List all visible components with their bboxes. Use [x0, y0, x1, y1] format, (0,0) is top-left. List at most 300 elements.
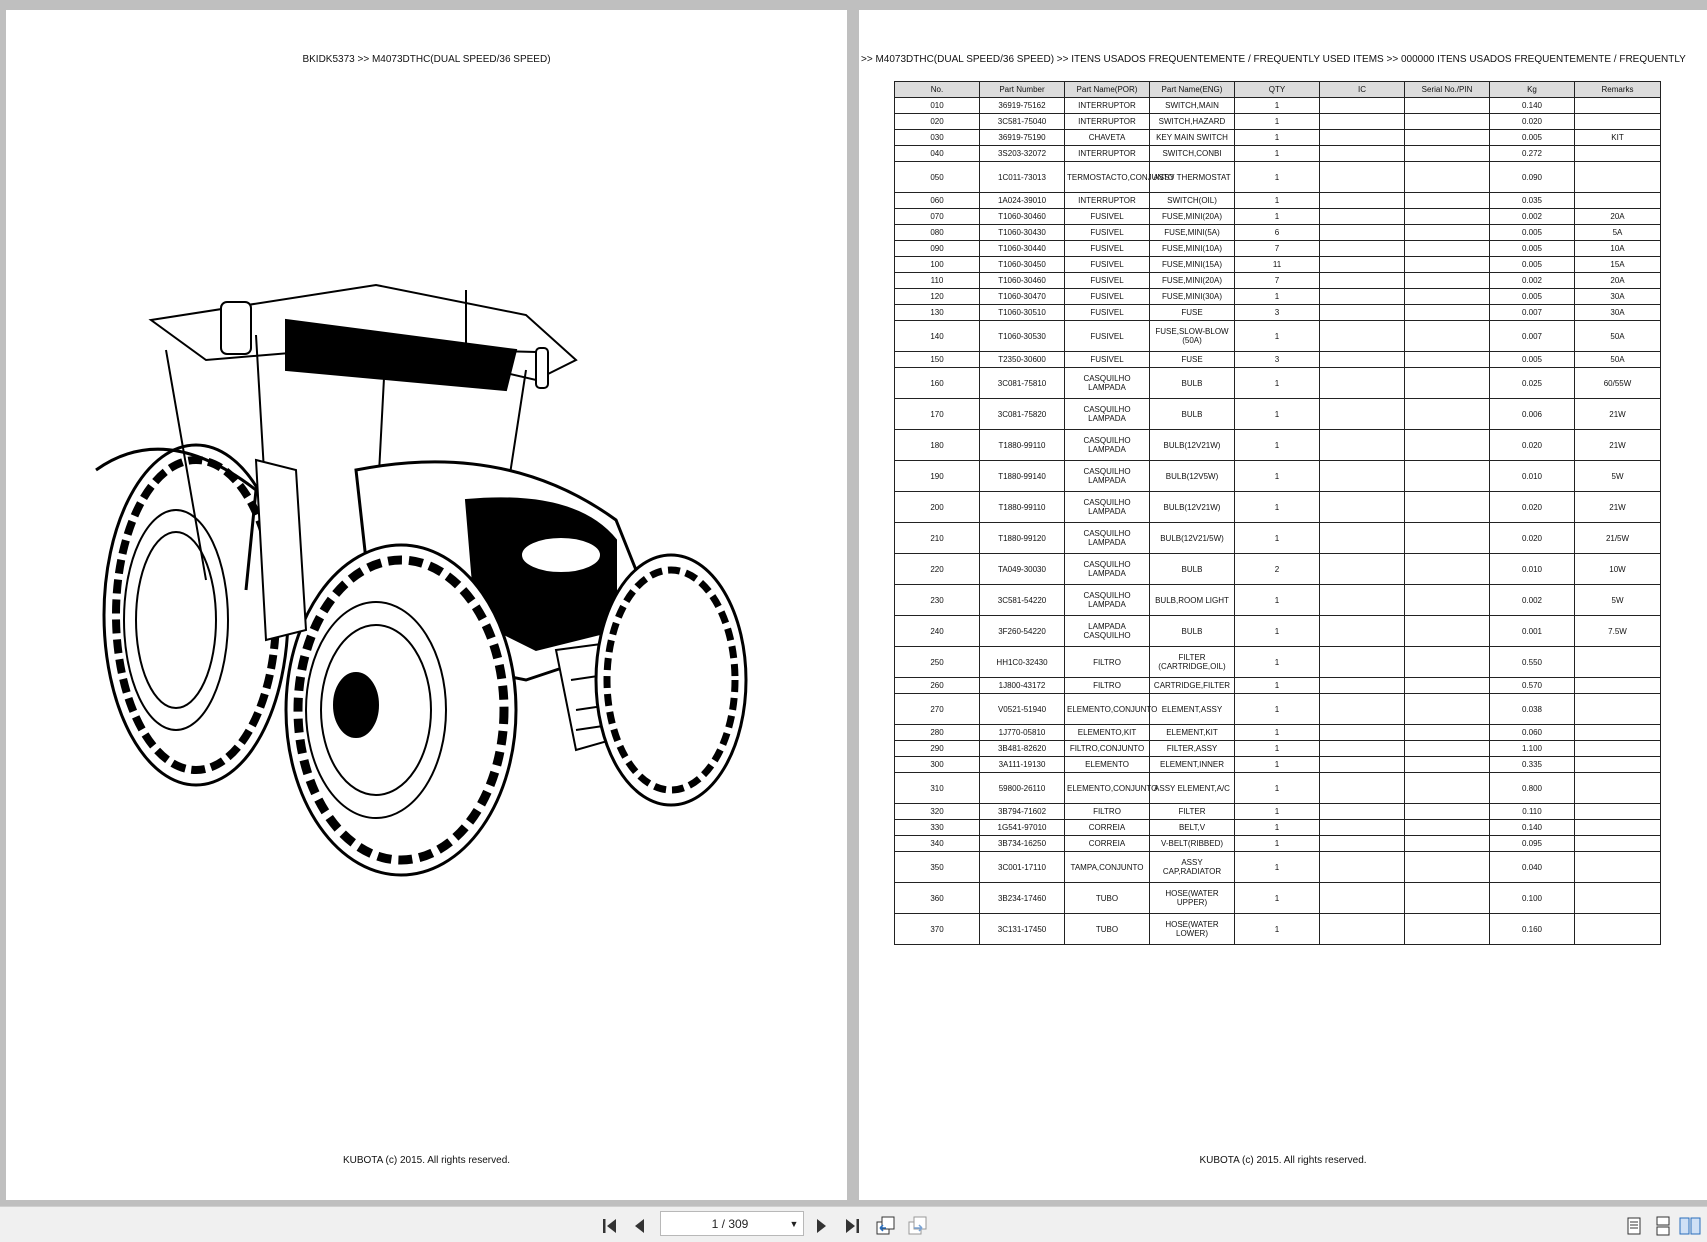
cell-qty: 1: [1235, 461, 1320, 492]
cell-ic: [1320, 461, 1405, 492]
cell-qty: 1: [1235, 289, 1320, 305]
cell-qty: 1: [1235, 321, 1320, 352]
cell-serial: [1405, 741, 1490, 757]
cell-part-number: T1060-30460: [980, 209, 1065, 225]
go-forward-view-icon: [908, 1216, 928, 1236]
cell-part-number: 3B734-16250: [980, 836, 1065, 852]
cell-part-number: T1060-30450: [980, 257, 1065, 273]
cell-ic: [1320, 305, 1405, 321]
table-row: [895, 883, 1661, 914]
cell-remarks: [1575, 146, 1661, 162]
cell-kg: 0.005: [1490, 289, 1575, 305]
table-row: [895, 616, 1661, 647]
table-row: [895, 461, 1661, 492]
cell-kg: 0.160: [1490, 914, 1575, 945]
cell-part-name-por: FUSIVEL: [1065, 305, 1150, 321]
cell-ic: [1320, 852, 1405, 883]
cell-serial: [1405, 146, 1490, 162]
cell-part-name-eng: ELEMENT,INNER: [1150, 757, 1235, 773]
cell-serial: [1405, 162, 1490, 193]
cell-part-number: 59800-26110: [980, 773, 1065, 804]
parts-table-header-row: [895, 82, 1661, 98]
cell-qty: 1: [1235, 678, 1320, 694]
cell-no: 340: [895, 836, 980, 852]
cell-kg: 0.090: [1490, 162, 1575, 193]
column-header-remarks: Remarks: [1575, 82, 1661, 98]
cell-remarks: [1575, 836, 1661, 852]
table-row: [895, 114, 1661, 130]
cell-ic: [1320, 554, 1405, 585]
cell-no: 050: [895, 162, 980, 193]
cell-ic: [1320, 130, 1405, 146]
cell-serial: [1405, 241, 1490, 257]
table-row: [895, 130, 1661, 146]
cell-kg: 0.001: [1490, 616, 1575, 647]
cell-part-name-eng: FUSE: [1150, 352, 1235, 368]
cell-qty: 1: [1235, 368, 1320, 399]
cell-remarks: 21W: [1575, 399, 1661, 430]
cell-part-name-por: FUSIVEL: [1065, 225, 1150, 241]
cell-ic: [1320, 647, 1405, 678]
table-row: [895, 209, 1661, 225]
cell-part-name-por: CASQUILHO LAMPADA: [1065, 585, 1150, 616]
cell-no: 100: [895, 257, 980, 273]
cell-part-number: 36919-75162: [980, 98, 1065, 114]
cell-qty: 1: [1235, 741, 1320, 757]
cell-part-name-eng: FUSE,SLOW-BLOW (50A): [1150, 321, 1235, 352]
cell-ic: [1320, 114, 1405, 130]
cell-part-name-eng: FUSE,MINI(10A): [1150, 241, 1235, 257]
left-page-footer: KUBOTA (c) 2015. All rights reserved.: [342, 1155, 511, 1166]
table-row: [895, 523, 1661, 554]
cell-part-number: 3C131-17450: [980, 914, 1065, 945]
cell-part-name-por: ELEMENTO,CONJUNTO: [1065, 773, 1150, 804]
cell-remarks: [1575, 162, 1661, 193]
table-row: [895, 430, 1661, 461]
cell-ic: [1320, 289, 1405, 305]
cell-kg: 0.040: [1490, 852, 1575, 883]
single-page-view-button[interactable]: [1622, 1215, 1646, 1237]
cell-no: 210: [895, 523, 980, 554]
cell-remarks: 60/55W: [1575, 368, 1661, 399]
cell-part-number: T1060-30430: [980, 225, 1065, 241]
table-row: [895, 273, 1661, 289]
cell-serial: [1405, 616, 1490, 647]
cell-remarks: [1575, 98, 1661, 114]
cell-kg: 0.335: [1490, 757, 1575, 773]
cell-serial: [1405, 225, 1490, 241]
cell-remarks: [1575, 773, 1661, 804]
cell-part-name-por: TAMPA,CONJUNTO: [1065, 852, 1150, 883]
cell-qty: 1: [1235, 98, 1320, 114]
cell-ic: [1320, 257, 1405, 273]
cell-part-number: 3C081-75810: [980, 368, 1065, 399]
cell-part-number: 3S203-32072: [980, 146, 1065, 162]
cell-no: 200: [895, 492, 980, 523]
page-indicator: 1 / 309: [711, 1216, 749, 1231]
table-row: [895, 368, 1661, 399]
column-header-part-name-por: Part Name(POR): [1065, 82, 1150, 98]
cell-qty: 1: [1235, 585, 1320, 616]
cell-qty: 1: [1235, 492, 1320, 523]
cell-no: 270: [895, 694, 980, 725]
cell-part-name-eng: SWITCH(OIL): [1150, 193, 1235, 209]
cell-qty: 1: [1235, 399, 1320, 430]
cell-qty: 1: [1235, 114, 1320, 130]
cell-ic: [1320, 523, 1405, 554]
table-row: [895, 193, 1661, 209]
viewer-toolbar: [0, 1206, 1707, 1242]
cell-ic: [1320, 241, 1405, 257]
column-header-kg: Kg: [1490, 82, 1575, 98]
column-header-part-name-eng: Part Name(ENG): [1150, 82, 1235, 98]
cell-ic: [1320, 162, 1405, 193]
cell-qty: 3: [1235, 305, 1320, 321]
cell-part-number: 1C011-73013: [980, 162, 1065, 193]
cell-part-name-eng: SWITCH,CONBI: [1150, 146, 1235, 162]
cell-no: 130: [895, 305, 980, 321]
table-row: [895, 741, 1661, 757]
cell-part-name-por: INTERRUPTOR: [1065, 114, 1150, 130]
cell-part-name-eng: FILTER (CARTRIDGE,OIL): [1150, 647, 1235, 678]
cell-kg: 0.100: [1490, 883, 1575, 914]
table-row: [895, 820, 1661, 836]
cell-remarks: 30A: [1575, 289, 1661, 305]
cell-remarks: 5W: [1575, 585, 1661, 616]
cell-ic: [1320, 209, 1405, 225]
cell-qty: 1: [1235, 616, 1320, 647]
cell-kg: 0.010: [1490, 461, 1575, 492]
cell-ic: [1320, 757, 1405, 773]
cell-kg: 0.060: [1490, 725, 1575, 741]
cell-kg: 0.035: [1490, 193, 1575, 209]
cell-qty: 1: [1235, 430, 1320, 461]
cell-part-name-eng: SWITCH,HAZARD: [1150, 114, 1235, 130]
cell-part-name-eng: ELEMENT,ASSY: [1150, 694, 1235, 725]
cell-remarks: 10W: [1575, 554, 1661, 585]
cell-remarks: 21W: [1575, 492, 1661, 523]
cell-part-name-eng: BULB: [1150, 616, 1235, 647]
previous-page-button[interactable]: [628, 1215, 652, 1237]
cell-ic: [1320, 616, 1405, 647]
cell-ic: [1320, 836, 1405, 852]
parts-table-body: [895, 98, 1661, 945]
cell-no: 320: [895, 804, 980, 820]
last-page-button[interactable]: [840, 1215, 864, 1237]
cell-remarks: 15A: [1575, 257, 1661, 273]
cell-kg: 0.005: [1490, 257, 1575, 273]
cell-qty: 1: [1235, 820, 1320, 836]
cell-ic: [1320, 193, 1405, 209]
table-row: [895, 773, 1661, 804]
table-row: [895, 647, 1661, 678]
table-row: [895, 146, 1661, 162]
cell-qty: 1: [1235, 914, 1320, 945]
cell-serial: [1405, 883, 1490, 914]
cell-kg: 0.272: [1490, 146, 1575, 162]
cell-part-number: T1060-30530: [980, 321, 1065, 352]
cell-part-name-por: CASQUILHO LAMPADA: [1065, 461, 1150, 492]
cell-remarks: [1575, 852, 1661, 883]
table-row: [895, 289, 1661, 305]
table-row: [895, 257, 1661, 273]
table-row: [895, 804, 1661, 820]
cell-no: 190: [895, 461, 980, 492]
go-back-view-button[interactable]: [874, 1215, 898, 1237]
cell-part-name-eng: BULB(12V21/5W): [1150, 523, 1235, 554]
cell-kg: 0.140: [1490, 98, 1575, 114]
cell-no: 360: [895, 883, 980, 914]
chevron-down-icon: ▼: [789, 1218, 799, 1229]
cell-part-name-eng: FILTER,ASSY: [1150, 741, 1235, 757]
cell-no: 370: [895, 914, 980, 945]
cell-serial: [1405, 305, 1490, 321]
cell-no: 290: [895, 741, 980, 757]
facing-pages-view-button[interactable]: [1678, 1215, 1702, 1237]
cell-remarks: [1575, 914, 1661, 945]
table-row: [895, 678, 1661, 694]
cell-kg: 0.020: [1490, 114, 1575, 130]
cell-kg: 0.006: [1490, 399, 1575, 430]
cell-part-name-eng: HOSE(WATER UPPER): [1150, 883, 1235, 914]
cell-part-name-por: FUSIVEL: [1065, 257, 1150, 273]
cell-serial: [1405, 852, 1490, 883]
cell-no: 330: [895, 820, 980, 836]
cell-part-number: 1A024-39010: [980, 193, 1065, 209]
last-page-icon: [843, 1217, 861, 1235]
cell-ic: [1320, 273, 1405, 289]
cell-qty: 2: [1235, 554, 1320, 585]
cell-remarks: [1575, 114, 1661, 130]
cell-part-name-por: FILTRO,CONJUNTO: [1065, 741, 1150, 757]
cell-part-name-por: CORREIA: [1065, 820, 1150, 836]
cell-part-number: 3C001-17110: [980, 852, 1065, 883]
cell-serial: [1405, 694, 1490, 725]
cell-qty: 7: [1235, 241, 1320, 257]
cell-qty: 1: [1235, 804, 1320, 820]
cell-part-name-por: CHAVETA: [1065, 130, 1150, 146]
cell-serial: [1405, 273, 1490, 289]
cell-part-name-por: CASQUILHO LAMPADA: [1065, 554, 1150, 585]
cell-serial: [1405, 523, 1490, 554]
cell-part-name-por: TERMOSTACTO,CONJUNTO: [1065, 162, 1150, 193]
cell-serial: [1405, 804, 1490, 820]
cell-qty: 1: [1235, 757, 1320, 773]
table-row: [895, 757, 1661, 773]
cell-qty: 1: [1235, 209, 1320, 225]
cell-ic: [1320, 146, 1405, 162]
cell-kg: 0.800: [1490, 773, 1575, 804]
cell-no: 150: [895, 352, 980, 368]
cell-remarks: [1575, 694, 1661, 725]
cell-kg: 0.020: [1490, 430, 1575, 461]
first-page-button[interactable]: [598, 1215, 622, 1237]
cell-part-number: HH1C0-32430: [980, 647, 1065, 678]
cell-serial: [1405, 257, 1490, 273]
cell-part-name-eng: ASSY THERMOSTAT: [1150, 162, 1235, 193]
table-row: [895, 492, 1661, 523]
cell-ic: [1320, 725, 1405, 741]
table-row: [895, 98, 1661, 114]
cell-ic: [1320, 492, 1405, 523]
cell-kg: 0.002: [1490, 273, 1575, 289]
cell-kg: 0.020: [1490, 492, 1575, 523]
cell-part-name-eng: HOSE(WATER LOWER): [1150, 914, 1235, 945]
cell-ic: [1320, 321, 1405, 352]
cell-ic: [1320, 98, 1405, 114]
parts-table: [894, 81, 1661, 945]
table-row: [895, 225, 1661, 241]
cell-part-name-eng: SWITCH,MAIN: [1150, 98, 1235, 114]
cell-part-name-eng: FILTER: [1150, 804, 1235, 820]
cell-serial: [1405, 492, 1490, 523]
cell-qty: 1: [1235, 523, 1320, 554]
go-forward-view-button[interactable]: [906, 1215, 930, 1237]
cell-qty: 1: [1235, 647, 1320, 678]
cell-part-name-eng: BULB(12V21W): [1150, 492, 1235, 523]
cell-part-name-por: ELEMENTO,KIT: [1065, 725, 1150, 741]
cell-part-name-por: FILTRO: [1065, 804, 1150, 820]
cell-part-name-eng: KEY MAIN SWITCH: [1150, 130, 1235, 146]
cell-ic: [1320, 585, 1405, 616]
next-page-button[interactable]: [809, 1215, 833, 1237]
table-row: [895, 914, 1661, 945]
cell-part-name-eng: FUSE: [1150, 305, 1235, 321]
cell-qty: 3: [1235, 352, 1320, 368]
cell-ic: [1320, 741, 1405, 757]
cell-serial: [1405, 757, 1490, 773]
cell-part-number: T1880-99120: [980, 523, 1065, 554]
page-selector[interactable]: [660, 1211, 804, 1236]
column-header-serial: Serial No./PIN: [1405, 82, 1490, 98]
first-page-icon: [601, 1217, 619, 1235]
cell-part-number: 3F260-54220: [980, 616, 1065, 647]
cell-serial: [1405, 678, 1490, 694]
cell-remarks: [1575, 820, 1661, 836]
cell-part-number: T2350-30600: [980, 352, 1065, 368]
table-row: [895, 852, 1661, 883]
go-back-view-icon: [876, 1216, 896, 1236]
cell-qty: 11: [1235, 257, 1320, 273]
cell-part-name-por: FILTRO: [1065, 678, 1150, 694]
cell-part-number: 36919-75190: [980, 130, 1065, 146]
cell-part-name-por: FUSIVEL: [1065, 289, 1150, 305]
cell-part-number: T1880-99110: [980, 492, 1065, 523]
cell-serial: [1405, 114, 1490, 130]
cell-kg: 0.550: [1490, 647, 1575, 678]
cell-qty: 6: [1235, 225, 1320, 241]
cell-part-name-eng: BULB: [1150, 554, 1235, 585]
right-page-footer: KUBOTA (c) 2015. All rights reserved.: [1199, 1155, 1367, 1166]
cell-remarks: 50A: [1575, 352, 1661, 368]
cell-part-number: 3C581-54220: [980, 585, 1065, 616]
previous-page-icon: [631, 1217, 649, 1235]
cell-remarks: [1575, 741, 1661, 757]
left-page-breadcrumb: BKIDK5373 >> M4073DTHC(DUAL SPEED/36 SPEED): [302, 54, 551, 65]
cell-remarks: 30A: [1575, 305, 1661, 321]
cell-kg: 0.005: [1490, 241, 1575, 257]
table-row: [895, 725, 1661, 741]
cell-kg: 0.038: [1490, 694, 1575, 725]
cell-part-number: T1060-30440: [980, 241, 1065, 257]
cell-remarks: 21/5W: [1575, 523, 1661, 554]
cell-serial: [1405, 289, 1490, 305]
cell-no: 350: [895, 852, 980, 883]
table-row: [895, 836, 1661, 852]
cell-serial: [1405, 193, 1490, 209]
cell-qty: 1: [1235, 836, 1320, 852]
cell-kg: 0.002: [1490, 209, 1575, 225]
cell-kg: 0.140: [1490, 820, 1575, 836]
cell-part-name-eng: BULB: [1150, 399, 1235, 430]
cell-part-name-eng: BULB(12V5W): [1150, 461, 1235, 492]
cell-part-number: T1060-30470: [980, 289, 1065, 305]
column-header-no: No.: [895, 82, 980, 98]
cell-no: 030: [895, 130, 980, 146]
cell-kg: 0.110: [1490, 804, 1575, 820]
cell-part-name-por: CASQUILHO LAMPADA: [1065, 523, 1150, 554]
cell-part-number: 1G541-97010: [980, 820, 1065, 836]
cell-kg: 0.005: [1490, 130, 1575, 146]
cell-no: 110: [895, 273, 980, 289]
cell-serial: [1405, 836, 1490, 852]
cell-no: 140: [895, 321, 980, 352]
next-page-icon: [812, 1217, 830, 1235]
cell-no: 160: [895, 368, 980, 399]
cell-remarks: 20A: [1575, 209, 1661, 225]
table-row: [895, 321, 1661, 352]
continuous-view-button[interactable]: [1651, 1215, 1675, 1237]
cell-part-number: T1060-30510: [980, 305, 1065, 321]
cell-part-name-eng: FUSE,MINI(5A): [1150, 225, 1235, 241]
cell-part-name-por: INTERRUPTOR: [1065, 98, 1150, 114]
cell-no: 070: [895, 209, 980, 225]
cell-ic: [1320, 399, 1405, 430]
cell-kg: 0.007: [1490, 305, 1575, 321]
cell-part-name-por: FUSIVEL: [1065, 273, 1150, 289]
cell-no: 300: [895, 757, 980, 773]
cell-ic: [1320, 352, 1405, 368]
cell-qty: 1: [1235, 162, 1320, 193]
cell-qty: 1: [1235, 130, 1320, 146]
column-header-part-number: Part Number: [980, 82, 1065, 98]
cell-serial: [1405, 209, 1490, 225]
cell-serial: [1405, 321, 1490, 352]
cell-part-name-eng: BULB: [1150, 368, 1235, 399]
cell-serial: [1405, 399, 1490, 430]
cell-remarks: [1575, 193, 1661, 209]
cell-remarks: [1575, 883, 1661, 914]
cell-part-name-eng: FUSE,MINI(15A): [1150, 257, 1235, 273]
cell-remarks: KIT: [1575, 130, 1661, 146]
cell-remarks: 21W: [1575, 430, 1661, 461]
cell-ic: [1320, 883, 1405, 914]
cell-remarks: 7.5W: [1575, 616, 1661, 647]
cell-kg: 0.005: [1490, 225, 1575, 241]
cell-no: 080: [895, 225, 980, 241]
cell-qty: 1: [1235, 193, 1320, 209]
cell-serial: [1405, 820, 1490, 836]
cell-serial: [1405, 98, 1490, 114]
cell-part-number: T1060-30460: [980, 273, 1065, 289]
cell-part-name-por: INTERRUPTOR: [1065, 146, 1150, 162]
cell-ic: [1320, 678, 1405, 694]
cell-part-number: T1880-99140: [980, 461, 1065, 492]
cell-part-name-eng: BULB(12V21W): [1150, 430, 1235, 461]
table-row: [895, 352, 1661, 368]
cell-part-number: 1J800-43172: [980, 678, 1065, 694]
cell-part-name-por: ELEMENTO,CONJUNTO: [1065, 694, 1150, 725]
